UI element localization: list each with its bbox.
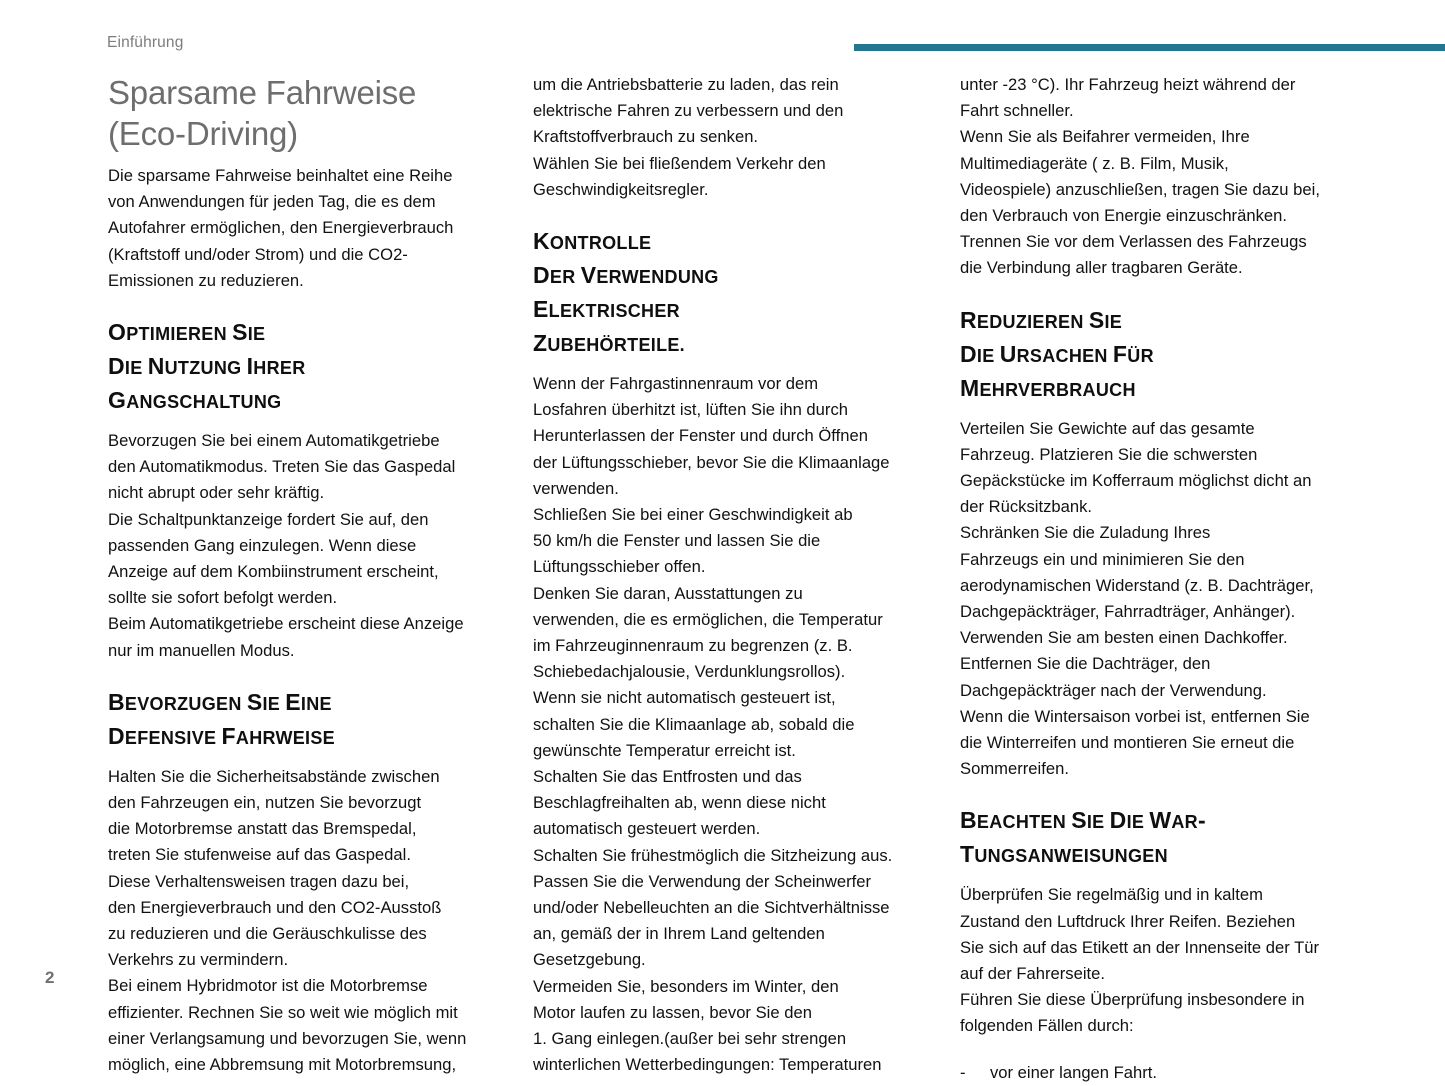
- text-line: Fahrzeugs ein und minimieren Sie den: [960, 549, 1245, 569]
- text-line: Beim Automatikgetriebe erscheint diese Anzeige: [108, 614, 464, 634]
- text-line: Bei einem Hybridmotor ist die Motorbremse: [108, 976, 428, 996]
- text-line: Autofahrer ermöglichen, den Energieverbrauch: [108, 218, 454, 238]
- text-line: 50 km/h die Fenster und lassen Sie die: [533, 531, 821, 551]
- running-head-label: Einführung: [107, 34, 184, 51]
- header-accent-rule: [854, 44, 1445, 51]
- text-line: unter -23 °C). Ihr Fahrzeug heizt während der: [960, 75, 1296, 94]
- text-line: Fahrzeug. Platzieren Sie die schwersten: [960, 444, 1258, 464]
- text-line: aerodynamischen Widerstand (z. B. Dachträger,: [960, 575, 1314, 595]
- text-line: schalten Sie die Klimaanlage ab, sobald die: [533, 714, 855, 734]
- text-line: Verkehrs zu vermindern.: [108, 950, 289, 970]
- mehrverbrauch-paragraph: [960, 416, 1352, 783]
- gangschaltung-paragraph: [108, 428, 500, 664]
- text-line: die Verbindung aller tragbaren Geräte.: [960, 258, 1243, 278]
- heading-line: KONTROLLE: [533, 228, 652, 255]
- text-line: den Fahrzeugen ein, nutzen Sie bevorzugt: [108, 793, 422, 813]
- text-line: Schränken Sie die Zuladung Ihres: [960, 523, 1211, 543]
- heading-line: DEFENSIVE FAHRWEISE: [108, 722, 335, 749]
- text-line: einer Verlangsamung und bevorzugen Sie, wenn: [108, 1028, 467, 1048]
- text-line: Überprüfen Sie regelmäßig und in kaltem: [960, 885, 1263, 905]
- text-line: nicht abrupt oder sehr kräftig.: [108, 483, 325, 503]
- text-line: um die Antriebsbatterie zu laden, das rein: [533, 75, 839, 94]
- text-line: Passen Sie die Verwendung der Scheinwerfer: [533, 871, 872, 891]
- text-line: sollte sie sofort befolgt werden.: [108, 588, 338, 608]
- text-line: Schalten Sie frühestmöglich die Sitzheizung aus.: [533, 845, 893, 865]
- text-line: Videospiele) anzuschließen, tragen Sie dazu bei,: [960, 179, 1320, 199]
- list-item-vor-einer-langen-fahrt: [960, 1060, 1352, 1086]
- text-line: Motor laufen zu lassen, bevor Sie den: [533, 1002, 812, 1022]
- heading-line: GANGSCHALTUNG: [108, 387, 282, 414]
- text-line: gewünschte Temperatur erreicht ist.: [533, 740, 796, 760]
- text-line: möglich, eine Abbremsung mit Motorbremsung,: [108, 1055, 457, 1075]
- text-line: Verwenden Sie am besten einen Dachkoffer.: [960, 628, 1288, 648]
- page-title: [108, 72, 500, 154]
- zubehoerteile-paragraph: [533, 371, 923, 1078]
- text-line: Wenn der Fahrgastinnenraum vor dem: [533, 374, 819, 394]
- text-line: Bevorzugen Sie bei einem Automatikgetriebe: [108, 431, 440, 451]
- text-line: Geschwindigkeitsregler.: [533, 179, 709, 199]
- text-line: nur im manuellen Modus.: [108, 640, 295, 660]
- text-line: 1. Gang einlegen.(außer bei sehr strengen: [533, 1029, 847, 1049]
- text-line: Emissionen zu reduzieren.: [108, 270, 304, 290]
- text-line: Dachgepäckträger, Fahrradträger, Anhänger).: [960, 602, 1296, 622]
- text-line: an, gemäß der in Ihrem Land geltenden: [533, 924, 825, 944]
- text-line: Wenn die Wintersaison vorbei ist, entfernen Sie: [960, 706, 1310, 726]
- heading-optimieren-sie-die-nutzung-ihrer-gangschaltung: [108, 316, 500, 418]
- text-line: den Energieverbrauch und den CO2-Ausstoß: [108, 897, 442, 917]
- wartungsanweisungen-paragraph: [960, 882, 1352, 1039]
- heading-line: DIE URSACHEN FÜR: [960, 340, 1154, 367]
- heading-kontrolle-der-verwendung-elektrischer-zubehoerteile: [533, 225, 923, 361]
- text-line: effizienter. Rechnen Sie so weit wie möglich mit: [108, 1002, 458, 1022]
- defensive-fahrweise-paragraph: [108, 764, 500, 1078]
- heading-bevorzugen-sie-eine-defensive-fahrweise: [108, 686, 500, 754]
- text-line: Lüftungsschieber offen.: [533, 557, 706, 577]
- text-line: Multimediageräte ( z. B. Film, Musik,: [960, 153, 1229, 173]
- text-line: im Fahrzeuginnenraum zu begrenzen (z. B.: [533, 636, 853, 656]
- text-line: Denken Sie daran, Ausstattungen zu: [533, 583, 803, 603]
- heading-line: BEACHTEN SIE DIE WAR-: [960, 807, 1206, 834]
- text-line: Kraftstoffverbrauch zu senken.: [533, 127, 759, 147]
- text-line: Wählen Sie bei fließendem Verkehr den: [533, 153, 826, 173]
- heading-line: DIE NUTZUNG IHRER: [108, 353, 306, 380]
- text-line: Sie sich auf das Etikett an der Innenseite der Tür: [960, 937, 1320, 957]
- text-line: die Motorbremse anstatt das Bremspedal,: [108, 819, 417, 839]
- heading-line: TUNGSANWEISUNGEN: [960, 841, 1168, 868]
- column-2: [533, 72, 923, 1079]
- text-line: von Anwendungen für jeden Tag, die es dem: [108, 192, 436, 212]
- text-line: auf der Fahrerseite.: [960, 964, 1106, 984]
- text-line: Wenn sie nicht automatisch gesteuert ist,: [533, 688, 836, 708]
- column-1: [108, 72, 500, 1078]
- text-line: die Winterreifen und montieren Sie erneut die: [960, 733, 1295, 753]
- text-line: Schiebedachjalousie, Verdunklungsrollos).: [533, 662, 846, 682]
- page-number: 2: [45, 968, 55, 987]
- text-line: winterlichen Wetterbedingungen: Temperaturen: [533, 1055, 882, 1075]
- text-line: Halten Sie die Sicherheitsabstände zwischen: [108, 766, 440, 786]
- heading-line: OPTIMIEREN SIE: [108, 319, 266, 346]
- text-line: folgenden Fällen durch:: [960, 1016, 1134, 1036]
- text-line: (Kraftstoff und/oder Strom) und die CO2-: [108, 244, 408, 264]
- text-line: der Lüftungsschieber, bevor Sie die Klimaanlage: [533, 452, 890, 472]
- text-line: Gesetzgebung.: [533, 950, 646, 970]
- text-line: verwenden, die es ermöglichen, die Temperatur: [533, 609, 883, 629]
- text-line: den Automatikmodus. Treten Sie das Gaspedal: [108, 457, 456, 477]
- text-line: treten Sie stufenweise auf das Gaspedal.: [108, 845, 411, 865]
- page-title-line-2: (Eco-Driving): [108, 115, 298, 152]
- text-line: Zustand den Luftdruck Ihrer Reifen. Beziehen: [960, 911, 1296, 931]
- heading-line: BEVORZUGEN SIE EINE: [108, 688, 332, 715]
- antriebsbatterie-paragraph: [533, 72, 923, 203]
- temperatur-fortsetzung-paragraph: [960, 72, 1352, 282]
- text-line: Führen Sie diese Überprüfung insbesondere in: [960, 990, 1305, 1010]
- heading-beachten-sie-die-wartungsanweisungen: [960, 804, 1352, 872]
- text-line: den Verbrauch von Energie einzuschränken.: [960, 206, 1287, 226]
- text-line: Fahrt schneller.: [960, 101, 1074, 121]
- text-line: Verteilen Sie Gewichte auf das gesamte: [960, 418, 1255, 438]
- text-line: Schließen Sie bei einer Geschwindigkeit ab: [533, 505, 853, 525]
- text-line: Entfernen Sie die Dachträger, den: [960, 654, 1211, 674]
- text-line: Herunterlassen der Fenster und durch Öffnen: [533, 426, 868, 446]
- heading-line: DER VERWENDUNG: [533, 262, 719, 289]
- text-line: Die sparsame Fahrweise beinhaltet eine Reihe: [108, 166, 453, 185]
- text-line: Wenn Sie als Beifahrer vermeiden, Ihre: [960, 127, 1250, 147]
- running-header: [107, 33, 807, 55]
- text-columns: [0, 72, 1445, 1082]
- heading-line: REDUZIEREN SIE: [960, 306, 1123, 333]
- text-line: verwenden.: [533, 478, 619, 498]
- page-title-line-1: Sparsame Fahrweise: [108, 74, 417, 111]
- text-line: Diese Verhaltensweisen tragen dazu bei,: [108, 871, 410, 891]
- text-line: Losfahren überhitzt ist, lüften Sie ihn durch: [533, 400, 848, 420]
- text-line: Vermeiden Sie, besonders im Winter, den: [533, 976, 839, 996]
- text-line: passenden Gang einzulegen. Wenn diese: [108, 535, 417, 555]
- heading-reduzieren-sie-die-ursachen-fuer-mehrverbrauch: [960, 304, 1352, 406]
- text-line: Anzeige auf dem Kombiinstrument erscheint,: [108, 562, 439, 582]
- column-3: [960, 72, 1352, 1086]
- text-line: Schalten Sie das Entfrosten und das: [533, 767, 802, 787]
- text-line: Dachgepäckträger nach der Verwendung.: [960, 680, 1267, 700]
- text-line: zu reduzieren und die Geräuschkulisse des: [108, 924, 427, 944]
- text-line: der Rücksitzbank.: [960, 497, 1093, 517]
- intro-paragraph: [108, 163, 500, 294]
- text-line: Beschlagfreihalten ab, wenn diese nicht: [533, 793, 826, 813]
- text-line: automatisch gesteuert werden.: [533, 819, 761, 839]
- text-line: Sommerreifen.: [960, 759, 1069, 779]
- text-line: und/oder Nebelleuchten an die Sichtverhältnisse: [533, 898, 890, 918]
- text-line: elektrische Fahren zu verbessern und den: [533, 101, 844, 121]
- text-line: Die Schaltpunktanzeige fordert Sie auf, den: [108, 509, 429, 529]
- list-dash-marker: -: [960, 1062, 966, 1082]
- heading-line: ELEKTRISCHER: [533, 296, 680, 323]
- heading-line: ZUBEHÖRTEILE.: [533, 330, 685, 357]
- heading-line: MEHRVERBRAUCH: [960, 374, 1136, 401]
- list-item-label: vor einer langen Fahrt.: [990, 1062, 1157, 1082]
- text-line: Gepäckstücke im Kofferraum möglichst dicht an: [960, 471, 1312, 491]
- text-line: Trennen Sie vor dem Verlassen des Fahrzeugs: [960, 232, 1307, 252]
